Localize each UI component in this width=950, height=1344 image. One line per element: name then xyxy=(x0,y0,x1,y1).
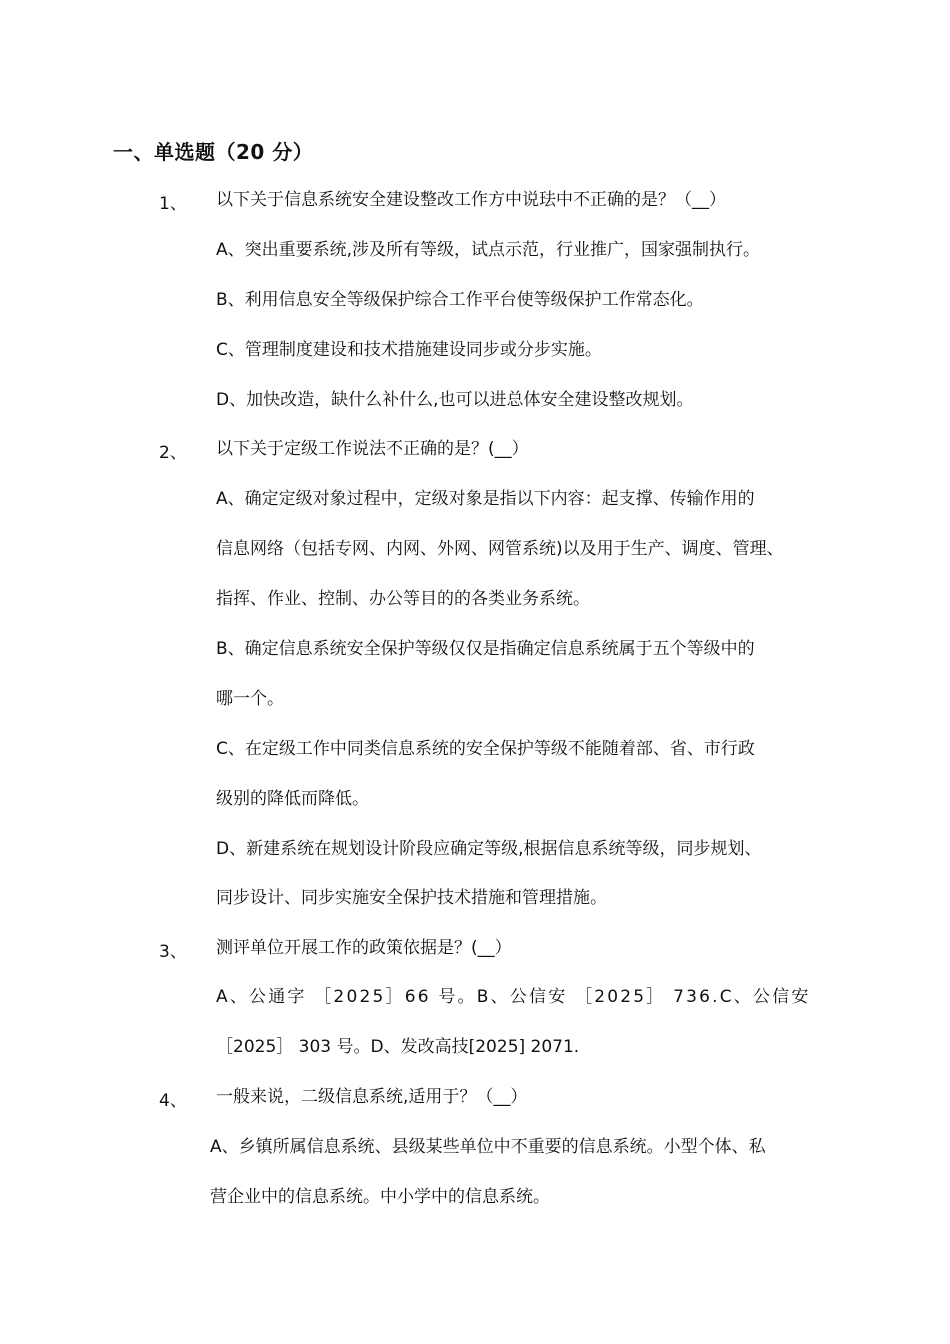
option-line: 信息网络（包括专网、内网、外网、网管系统)以及用于生产、调度、管理、 xyxy=(216,539,784,559)
option-line: 同步设计、同步实施安全保护技术措施和管理措施。 xyxy=(216,888,607,908)
question-text: 测评单位开展工作的政策依据是？(__） xyxy=(216,938,512,958)
option-line: B、利用信息安全等级保护综合工作平台使等级保护工作常态化。 xyxy=(216,290,704,310)
option-line: C、在定级工作中同类信息系统的安全保护等级不能随着部、省、市行政 xyxy=(216,739,755,759)
option-line: C、管理制度建设和技术措施建设同步或分步实施。 xyxy=(216,340,602,360)
option-line: 指挥、作业、控制、办公等目的的各类业务系统。 xyxy=(216,589,590,609)
option-line: 营企业中的信息系统。中小学中的信息系统。 xyxy=(210,1187,550,1207)
question-number: 3、 xyxy=(159,942,187,962)
question-number: 1、 xyxy=(159,194,187,214)
option-line: D、新建系统在规划设计阶段应确定等级,根据信息系统等级，同步规划、 xyxy=(216,839,762,859)
question-text: 一般来说，二级信息系统,适用于？（__） xyxy=(216,1087,528,1107)
option-line: D、加快改造，缺什么补什么,也可以进总体安全建设整改规划。 xyxy=(216,390,694,410)
question-text: 以下关于定级工作说法不正确的是？(__） xyxy=(216,439,529,459)
option-line: 哪一个。 xyxy=(216,689,284,709)
option-line: A、确定定级对象过程中，定级对象是指以下内容：起支撑、传输作用的 xyxy=(216,489,755,509)
option-line: A、公通字 ［2025］66 号。B、公信安 ［2025］ 736.C、公信安 xyxy=(216,987,811,1007)
option-line: B、确定信息系统安全保护等级仅仅是指确定信息系统属于五个等级中的 xyxy=(216,639,755,659)
option-line: ［2025］ 303 号。D、发改高技[2025] 2071. xyxy=(216,1037,580,1057)
option-line: A、突出重要系统,涉及所有等级，试点示范，行业推广，国家强制执行。 xyxy=(216,240,761,260)
question-number: 2、 xyxy=(159,443,187,463)
question-text: 以下关于信息系统安全建设整改工作方中说珐中不正确的是？（__） xyxy=(216,190,726,210)
section-title: 一、单选题（20 分） xyxy=(113,140,314,164)
option-line: 级别的降低而降低。 xyxy=(216,789,369,809)
option-line: A、乡镇所属信息系统、县级某些单位中不重要的信息系统。小型个体、私 xyxy=(210,1137,766,1157)
question-number: 4、 xyxy=(159,1091,187,1111)
